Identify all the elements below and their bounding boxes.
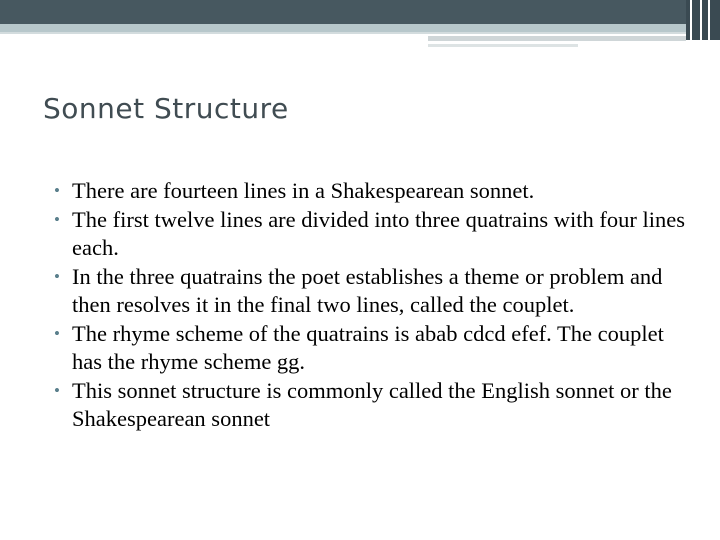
header-bar-teal-thin [0, 32, 686, 34]
bullet-icon: • [54, 266, 60, 286]
bullet-text: This sonnet structure is commonly called the English sonnet or the Shakespearean sonnet [72, 377, 672, 431]
bullet-icon: • [54, 323, 60, 343]
header-bar-teal [0, 24, 686, 32]
header-stripe-2 [700, 0, 702, 40]
header-stripe-1 [690, 0, 692, 40]
list-item [50, 320, 690, 377]
list-item [50, 263, 690, 320]
bullet-icon: • [54, 181, 60, 200]
bullet-icon: • [54, 380, 60, 400]
bullet-text: The first twelve lines are divided into three quatrains with four lines each. [72, 206, 685, 260]
header-bar-dark [0, 0, 720, 24]
header-accent-line-1 [428, 36, 686, 41]
list-item [50, 206, 690, 263]
bullet-text: The rhyme scheme of the quatrains is abab cdcd efef. The couplet has the rhyme scheme gg. [72, 320, 664, 374]
list-item [50, 177, 690, 206]
header-accent-line-2 [428, 44, 578, 47]
list-item [50, 377, 690, 434]
bullet-list [50, 177, 690, 434]
slide-title: Sonnet Structure [43, 92, 289, 125]
header-stripe-3 [708, 0, 710, 40]
bullet-icon: • [54, 209, 60, 229]
bullet-text: There are fourteen lines in a Shakespearean sonnet. [72, 178, 535, 203]
bullet-text: In the three quatrains the poet establishes a theme or problem and then resolves it in the final two lines, called the couplet. [72, 263, 663, 317]
